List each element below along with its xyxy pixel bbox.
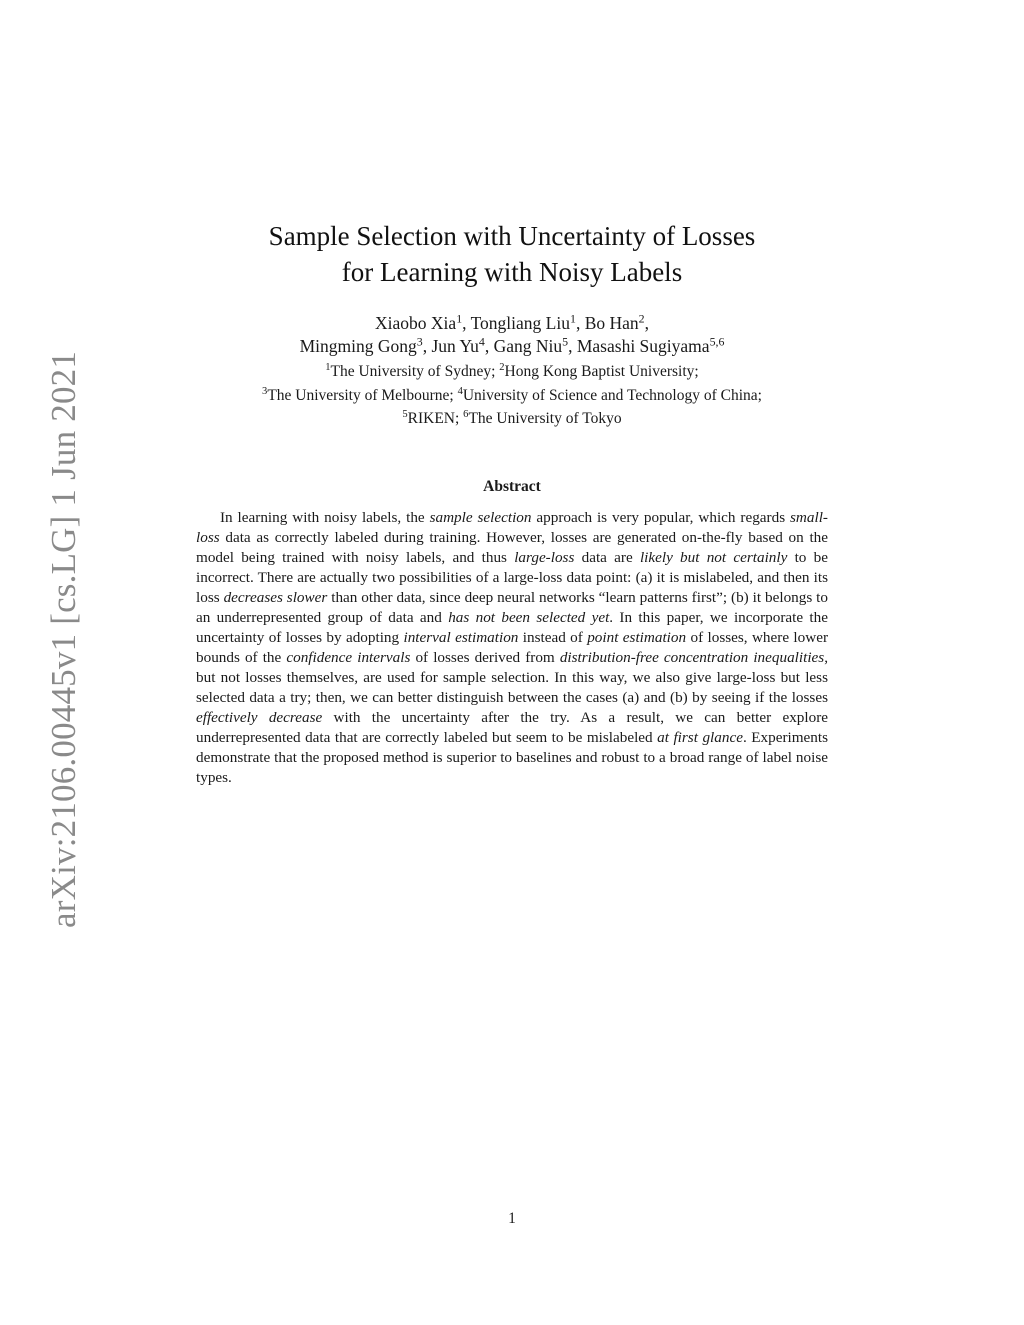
author-name: Mingming Gong [299, 336, 417, 356]
affiliation-mark: 2 [499, 362, 505, 374]
author-affiliation-mark: 5 [562, 334, 569, 349]
affiliation-name: The University of Sydney; [330, 363, 496, 380]
abstract-text: data as correctly labeled during training. However, losses are generated on-the-fly based on the model being trained with noisy labels, and thus [196, 529, 828, 566]
abstract-emphasis: decreases slower [223, 589, 328, 606]
abstract-text: . In this paper, we incorporate the uncertainty of losses by adopting [196, 609, 828, 646]
abstract-heading: Abstract [483, 478, 541, 495]
abstract-text: . Experiments demonstrate that the proposed method is superior to baselines and robust to a broad range of label noise types. [196, 729, 829, 786]
abstract-text: instead of [518, 629, 588, 646]
abstract-text: approach is very popular, which regards [531, 509, 791, 526]
title-line-1: Sample Selection with Uncertainty of Losses [268, 221, 756, 251]
abstract-paragraph [196, 508, 828, 788]
page-number: 1 [508, 1210, 516, 1227]
abstract-emphasis: confidence intervals [286, 649, 411, 666]
abstract-text: with the uncertainty after the try. As a result, we can better explore underrepresented data that are correctly labeled but seem to be mislabeled [196, 709, 828, 746]
affiliation-mark: 4 [457, 385, 463, 397]
abstract-text: data are [574, 549, 640, 566]
abstract-emphasis: sample selection [429, 509, 532, 526]
abstract-emphasis: has not been selected yet [448, 609, 610, 626]
affiliation-list [0, 360, 1024, 431]
author-name: Bo Han [584, 313, 639, 333]
author-name: Gang Niu [493, 336, 563, 356]
affiliation-mark: 3 [262, 385, 268, 397]
author-name: Jun Yu [431, 336, 479, 356]
author-list [0, 312, 1024, 358]
author-affiliation-mark: 1 [456, 311, 463, 326]
abstract-text: than other data, since deep neural networks “learn patterns first”; (b) it belongs to an underrepresented group of data and [196, 589, 828, 626]
author-affiliation-mark: 3 [416, 334, 423, 349]
author-line-2: Mingming Gong$^3$, Jun Yu$^4$, Gang Niu$^5$, Masashi Sugiyama$^{5,6}$ [299, 334, 725, 356]
abstract-emphasis: large-loss [514, 549, 575, 566]
abstract-emphasis: at first glance [657, 729, 743, 746]
abstract-emphasis: distribution-free concentration inequalities [559, 649, 825, 666]
abstract-text: In learning with noisy labels, the [220, 509, 430, 526]
author-line-1: Xiaobo Xia$^1$, Tongliang Liu$^1$, Bo Han$^2$, [375, 311, 649, 333]
affiliation-line-3 [0, 407, 1024, 431]
abstract-emphasis: small-loss [196, 509, 828, 546]
abstract-text: of losses derived from [410, 649, 560, 666]
affiliation-name: The University of Tokyo [468, 410, 622, 427]
affiliation-line-1 [0, 360, 1024, 384]
affiliation-mark: 6 [463, 409, 469, 421]
arxiv-identifier-stamp: arXiv:2106.00445v1 [cs.LG] 1 Jun 2021 [44, 350, 83, 928]
author-name: Xiaobo Xia [375, 313, 457, 333]
author-affiliation-mark: 4 [478, 334, 485, 349]
affiliation-mark: 5 [402, 409, 408, 421]
abstract-emphasis: effectively decrease [196, 709, 323, 726]
author-name: Masashi Sugiyama [576, 336, 710, 356]
paper-title [0, 218, 1024, 290]
author-name: Tongliang Liu [470, 313, 570, 333]
author-affiliation-mark: 5,6 [709, 334, 725, 349]
abstract-text: of losses, where lower bounds of the [196, 629, 829, 666]
affiliation-line-2 [0, 384, 1024, 408]
abstract-text: to be incorrect. There are actually two possibilities of a large-loss data point: (a) it is mislabeled, and then its loss [196, 549, 828, 606]
affiliation-name: RIKEN; [407, 410, 460, 427]
abstract-emphasis: likely but not certainly [639, 549, 788, 566]
affiliation-name: University of Science and Technology of China; [462, 386, 762, 404]
abstract-emphasis: interval estimation [403, 629, 519, 646]
affiliation-mark: 1 [325, 362, 331, 374]
author-affiliation-mark: 1 [569, 311, 576, 326]
affiliation-name: Hong Kong Baptist University; [504, 363, 699, 380]
abstract-emphasis: point estimation [587, 629, 687, 646]
affiliation-name: The University of Melbourne; [267, 386, 454, 404]
title-line-2: for Learning with Noisy Labels [341, 257, 683, 287]
author-affiliation-mark: 2 [638, 311, 645, 326]
abstract-text: , but not losses themselves, are used for sample selection. In this way, we also give large-loss but less selected data a try; then, we can better distinguish between the cases (a) and (b) by seeing if the losses [196, 649, 828, 706]
